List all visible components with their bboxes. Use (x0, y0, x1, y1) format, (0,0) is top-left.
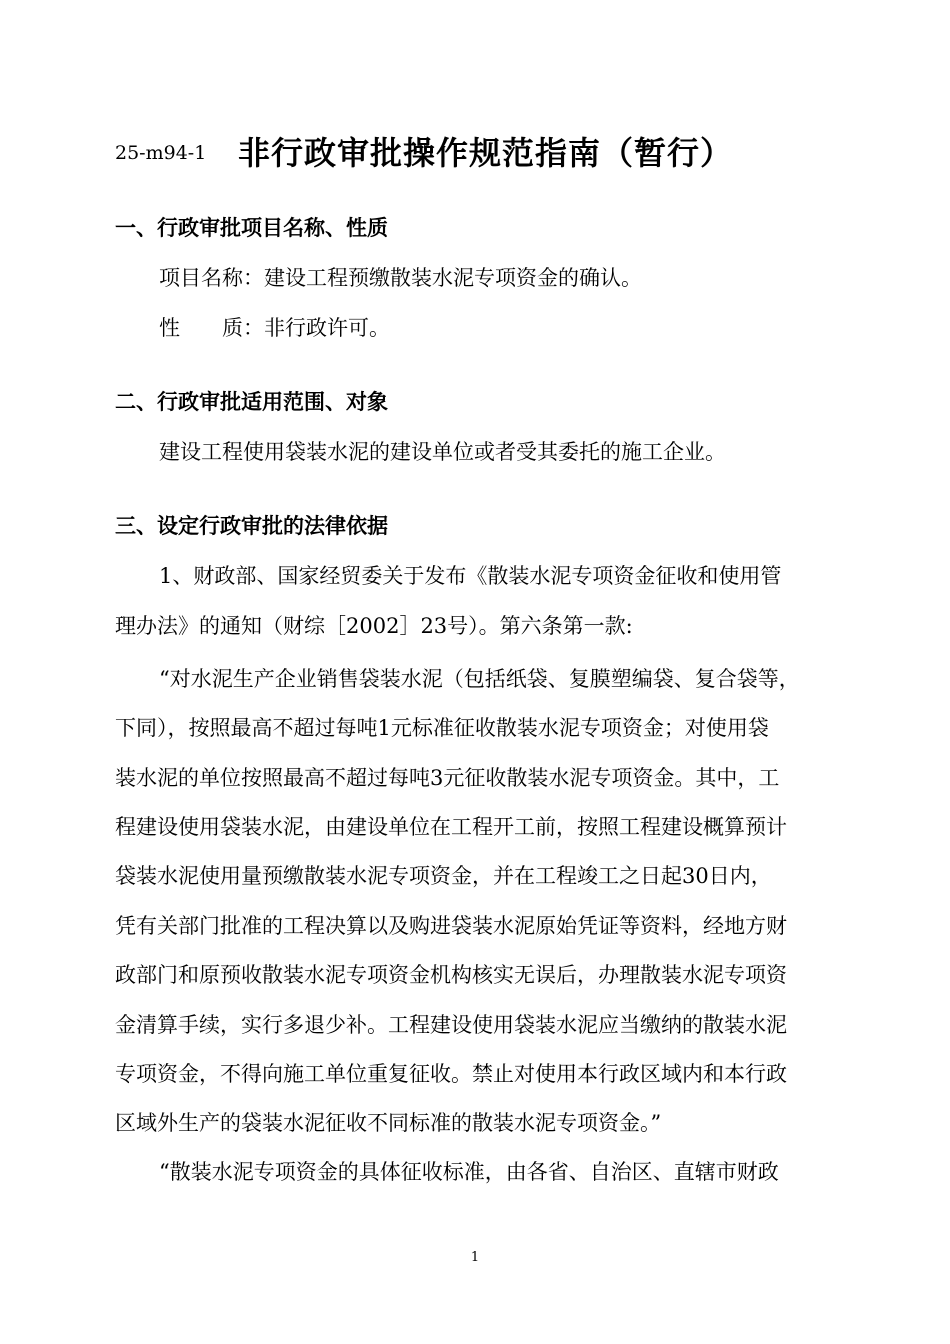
nature-value: 非行政许可。 (264, 316, 390, 340)
quote-line: 下同），按照最高不超过每吨1元标准征收散装水泥专项资金；对使用袋 (115, 716, 769, 740)
nature-label: 性 质： (159, 316, 264, 340)
section-1-heading: 一、行政审批项目名称、性质 (115, 216, 388, 240)
basis-2-line-1: “散装水泥专项资金的具体征收标准，由各省、自治区、直辖市财政 (159, 1160, 779, 1184)
quote-line: 政部门和原预收散装水泥专项资金机构核实无误后，办理散装水泥专项资 (115, 963, 787, 987)
quote-line: 金清算手续，实行多退少补。工程建设使用袋装水泥应当缴纳的散装水泥 (115, 1013, 787, 1037)
quote-line: “对水泥生产企业销售袋装水泥（包括纸袋、复膜塑编袋、复合袋等， (159, 667, 800, 691)
title-line (115, 128, 895, 178)
quote-line: 区域外生产的袋装水泥征收不同标准的散装水泥专项资金。” (115, 1111, 662, 1135)
quote-line: 凭有关部门批准的工程决算以及购进袋装水泥原始凭证等资料，经地方财 (115, 914, 787, 938)
basis-1-line-1: 1、财政部、国家经贸委关于发布《散装水泥专项资金征收和使用管 (159, 564, 782, 588)
section-2-heading: 二、行政审批适用范围、对象 (115, 390, 388, 414)
quote-line: 程建设使用袋装水泥，由建设单位在工程开工前，按照工程建设概算预计 (115, 815, 787, 839)
quote-line: 专项资金，不得向施工单位重复征收。禁止对使用本行政区域内和本行政 (115, 1062, 787, 1086)
document-code: 25-m94-1 (115, 142, 207, 164)
section-2-body: 建设工程使用袋装水泥的建设单位或者受其委托的施工企业。 (159, 440, 726, 464)
section-3-heading: 三、设定行政审批的法律依据 (115, 514, 388, 538)
nature-line (159, 312, 390, 342)
quote-line: 袋装水泥使用量预缴散装水泥专项资金，并在工程竣工之日起30日内， (115, 864, 772, 888)
basis-1-line-2: 理办法》的通知（财综［2002］23号）。第六条第一款: (115, 614, 633, 638)
document-title: 非行政审批操作规范指南（暂行） (238, 134, 734, 172)
page-number: 1 (470, 1250, 480, 1265)
item-name-line: 项目名称：建设工程预缴散装水泥专项资金的确认。 (159, 266, 642, 290)
quote-line: 装水泥的单位按照最高不超过每吨3元征收散装水泥专项资金。其中，工 (115, 766, 780, 790)
